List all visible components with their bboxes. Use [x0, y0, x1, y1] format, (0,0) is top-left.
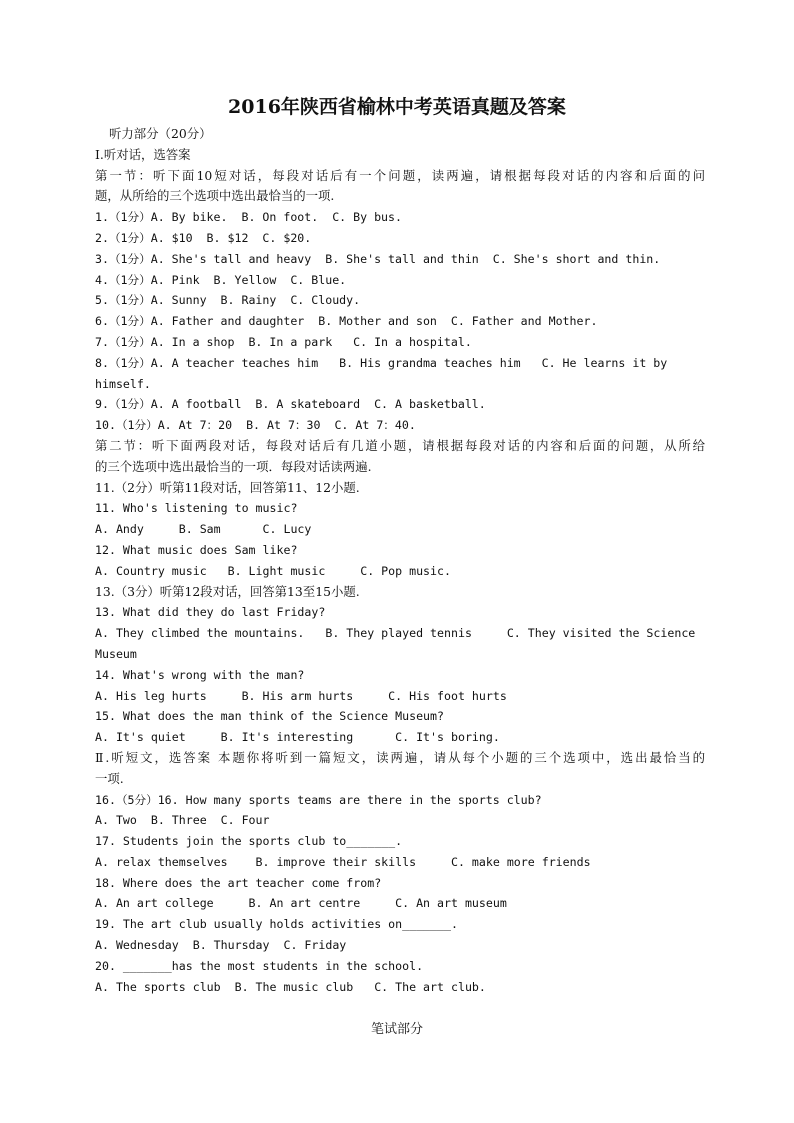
line-part-2-b: 一项.	[95, 770, 124, 786]
line-q8a: 8.（1分）A. A teacher teaches him B. His grandma teaches him C. He learns it by	[95, 355, 668, 370]
line-q12: 12. What music does Sam like?	[95, 542, 298, 557]
line-q11-head: 11.（2分）听第11段对话，回答第11、12小题.	[95, 479, 360, 495]
line-q11-opts: A. Andy B. Sam C. Lucy	[95, 522, 312, 537]
line-q4: 4.（1分）A. Pink B. Yellow C. Blue.	[95, 272, 347, 287]
document-title: 2016年陕西省榆林中考英语真题及答案	[228, 96, 566, 118]
line-p1-instr-a: 第一节：听下面10短对话，每段对话后有一个问题，读两遍，请根据每段对话的内容和后面的问	[95, 167, 705, 183]
line-q3: 3.（1分）A. She's tall and heavy B. She's tall and thin C. She's short and thin.	[95, 251, 661, 266]
section-written-heading: 笔试部分	[370, 1022, 423, 1037]
line-q17-opts: A. relax themselves B. improve their skills C. make more friends	[95, 854, 591, 869]
line-section-listening: 听力部分（20分）	[109, 126, 212, 141]
line-q13-opts-a: A. They climbed the mountains. B. They played tennis C. They visited the Science	[95, 626, 696, 641]
line-q13: 13. What did they do last Friday?	[95, 605, 326, 620]
exam-body	[95, 124, 705, 997]
line-q8b: himself.	[95, 376, 151, 391]
line-q6: 6.（1分）A. Father and daughter B. Mother and son C. Father and Mother.	[95, 314, 598, 329]
line-q16-opts: A. Two B. Three C. Four	[95, 813, 270, 828]
line-q14: 14. What's wrong with the man?	[95, 667, 305, 682]
line-q18: 18. Where does the art teacher come from?	[95, 875, 382, 890]
line-q20: 20. _______has the most students in the school.	[95, 958, 424, 973]
line-q15-opts: A. It's quiet B. It's interesting C. It's boring.	[95, 730, 500, 745]
line-part-1: Ⅰ.听对话，选答案	[95, 146, 191, 162]
line-q9: 9.（1分）A. A football B. A skateboard C. A basketball.	[95, 397, 486, 412]
line-q19-opts: A. Wednesday B. Thursday C. Friday	[95, 938, 347, 953]
line-q20-opts: A. The sports club B. The music club C. The art club.	[95, 979, 486, 994]
line-q14-opts: A. His leg hurts B. His arm hurts C. His foot hurts	[95, 688, 507, 703]
line-part-2-a: Ⅱ.听短文，选答案 本题你将听到一篇短文，读两遍，请从每个小题的三个选项中，选出最恰当的	[95, 749, 705, 765]
line-q13-head: 13.（3分）听第12段对话，回答第13至15小题.	[95, 583, 360, 599]
line-q17: 17. Students join the sports club to_______.	[95, 834, 403, 849]
line-q11: 11. Who's listening to music?	[95, 501, 298, 516]
line-p2-instr-a: 第二节：听下面两段对话，每段对话后有几道小题，请根据每段对话的内容和后面的问题，从所给	[95, 437, 705, 453]
line-q16: 16.（5分）16. How many sports teams are there in the sports club?	[95, 792, 542, 807]
line-p2-instr-b: 的三个选项中选出最恰当的一项．每段对话读两遍.	[95, 458, 372, 474]
line-q1: 1.（1分）A. By bike. B. On foot. C. By bus.	[95, 210, 403, 225]
line-q2: 2.（1分）A. $10 B. $12 C. $20.	[95, 230, 312, 245]
line-p1-instr-b: 题，从所给的三个选项中选出最恰当的一项.	[95, 188, 335, 204]
line-q7: 7.（1分）A. In a shop B. In a park C. In a hospital.	[95, 334, 472, 349]
line-q10: 10.（1分）A. At 7：20 B. At 7：30 C. At 7：40.	[95, 418, 416, 433]
line-q5: 5.（1分）A. Sunny B. Rainy C. Cloudy.	[95, 293, 361, 308]
line-q19: 19. The art club usually holds activities on_______.	[95, 917, 458, 932]
line-q15: 15. What does the man think of the Science Museum?	[95, 709, 445, 724]
line-q13-opts-b: Museum	[95, 646, 137, 661]
line-q18-opts: A. An art college B. An art centre C. An art museum	[95, 896, 507, 911]
line-q12-opts: A. Country music B. Light music C. Pop music.	[95, 563, 451, 578]
